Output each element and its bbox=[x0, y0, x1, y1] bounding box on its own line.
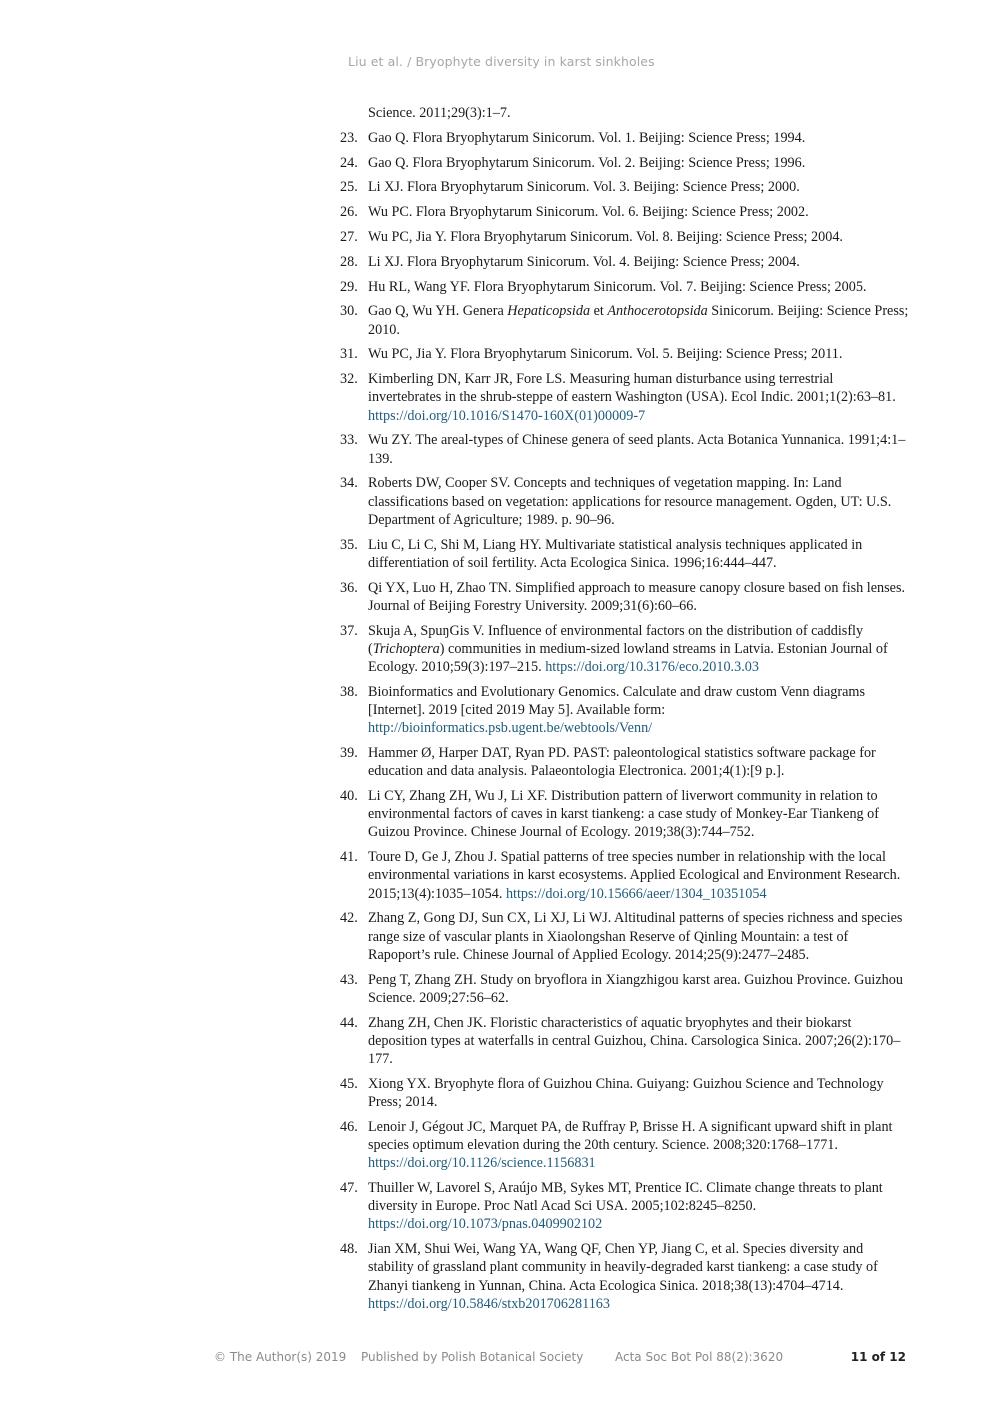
reference-number: 29. bbox=[340, 278, 358, 295]
reference-text: Li XJ. Flora Bryophytarum Sinicorum. Vol. 3. Beijing: Science Press; 2000. bbox=[368, 179, 800, 196]
reference-number: 40. bbox=[340, 787, 358, 804]
reference-number: 32. bbox=[340, 371, 358, 388]
reference-text-part: Jian XM, Shui Wei, Wang YA, Wang QF, Chen YP, Jiang C, et al. Species diversity and stability of grassland plant community in heavily-degraded karst tiankeng: a case study of Zhanyi tiankeng in Yunnan, China. Acta Ecologica Sinica. 2018;38(13):4704–4714. bbox=[368, 1241, 878, 1294]
reference-text bbox=[368, 1118, 910, 1173]
reference-item-31 bbox=[340, 345, 910, 363]
reference-text: Zhang Z, Gong DJ, Sun CX, Li XJ, Li WJ. Altitudinal patterns of species richness and species range size of vascular plants in Xiaolongshan Reserve of Qinling Mountain: a test of Rapoport’s rule. Chinese Journal of Applied Ecology. 2014;25(9):2477–2485. bbox=[368, 910, 903, 963]
doi-link[interactable]: https://doi.org/10.15666/aeer/1304_10351054 bbox=[505, 885, 767, 902]
reference-continuation bbox=[368, 104, 910, 122]
reference-number: 38. bbox=[340, 683, 358, 700]
reference-number: 24. bbox=[340, 154, 358, 171]
reference-list bbox=[340, 104, 910, 1320]
reference-item-23 bbox=[340, 129, 910, 147]
reference-item-36 bbox=[340, 579, 910, 615]
copyright-notice: © The Author(s) 2019 bbox=[214, 1350, 347, 1364]
reference-number: 23. bbox=[340, 129, 358, 146]
reference-item-37 bbox=[340, 622, 910, 677]
reference-text bbox=[368, 1240, 910, 1313]
reference-text: Wu PC, Jia Y. Flora Bryophytarum Sinicorum. Vol. 8. Beijing: Science Press; 2004. bbox=[368, 228, 843, 245]
reference-number: 27. bbox=[340, 228, 358, 245]
reference-number: 28. bbox=[340, 253, 358, 270]
reference-text: Wu ZY. The areal-types of Chinese genera of seed plants. Acta Botanica Yunnanica. 1991;4:1–139. bbox=[368, 432, 906, 467]
reference-number: 25. bbox=[340, 179, 358, 196]
reference-number: 42. bbox=[340, 910, 358, 927]
reference-item-48 bbox=[340, 1240, 910, 1313]
reference-number: 41. bbox=[340, 849, 358, 866]
reference-text: Science. 2011;29(3):1–7. bbox=[368, 105, 511, 121]
reference-text: Xiong YX. Bryophyte flora of Guizhou China. Guiyang: Guizhou Science and Technology Press; 2014. bbox=[368, 1075, 884, 1110]
reference-text bbox=[368, 848, 910, 903]
reference-text: Peng T, Zhang ZH. Study on bryoflora in Xiangzhigou karst area. Guizhou Province. Guizhou Science. 2009;27:56–62. bbox=[368, 971, 903, 1006]
reference-item-43 bbox=[340, 971, 910, 1007]
reference-item-34 bbox=[340, 474, 910, 529]
reference-text bbox=[368, 622, 910, 677]
reference-number: 34. bbox=[340, 475, 358, 492]
reference-item-25 bbox=[340, 178, 910, 196]
reference-item-32 bbox=[340, 370, 910, 425]
reference-item-24 bbox=[340, 154, 910, 172]
reference-item-39 bbox=[340, 744, 910, 780]
reference-text bbox=[368, 1179, 910, 1234]
reference-number: 43. bbox=[340, 971, 358, 988]
reference-number: 45. bbox=[340, 1075, 358, 1092]
reference-text: Qi YX, Luo H, Zhao TN. Simplified approach to measure canopy closure based on fish lenses. Journal of Beijing Forestry University. 2009;31(6):60–66. bbox=[368, 579, 906, 614]
reference-text bbox=[368, 302, 910, 338]
reference-text-part: Gao Q, Wu YH. Genera bbox=[368, 303, 508, 320]
reference-item-42 bbox=[340, 909, 910, 964]
reference-number: 44. bbox=[340, 1014, 358, 1031]
reference-item-40 bbox=[340, 787, 910, 842]
reference-number: 31. bbox=[340, 346, 358, 363]
reference-text-part: Sinicorum. Beijing: Science Press; 2010. bbox=[368, 303, 909, 338]
reference-text: Wu PC. Flora Bryophytarum Sinicorum. Vol. 6. Beijing: Science Press; 2002. bbox=[368, 204, 809, 221]
reference-item-30 bbox=[340, 302, 910, 338]
reference-text: Hu RL, Wang YF. Flora Bryophytarum Sinicorum. Vol. 7. Beijing: Science Press; 2005. bbox=[368, 278, 867, 295]
reference-text: Hammer Ø, Harper DAT, Ryan PD. PAST: paleontological statistics software package for education and data analysis. Palaeontologia Electronica. 2001;4(1):[9 p.]. bbox=[368, 744, 876, 780]
web-link[interactable]: http://bioinformatics.psb.ugent.be/webtools/Venn/ bbox=[368, 720, 653, 737]
reference-text: Wu PC, Jia Y. Flora Bryophytarum Sinicorum. Vol. 5. Beijing: Science Press; 2011. bbox=[368, 346, 843, 363]
reference-item-45 bbox=[340, 1075, 910, 1111]
reference-text: Li CY, Zhang ZH, Wu J, Li XF. Distribution pattern of liverwort community in relation to environmental factors of caves in karst tiankeng: a case study of Monkey-Ear Tiankeng of Guizou Province. Chinese Journal of Ecology. 2019;38(3):744–752. bbox=[368, 787, 879, 841]
doi-link[interactable]: https://doi.org/10.1016/S1470-160X(01)00009-7 bbox=[368, 407, 646, 424]
reference-number: 33. bbox=[340, 432, 358, 449]
reference-number: 36. bbox=[340, 579, 358, 596]
doi-link[interactable]: https://doi.org/10.5846/stxb201706281163 bbox=[368, 1295, 610, 1312]
reference-text-part: Toure D, Ge J, Zhou J. Spatial patterns of tree species number in relationship with the local environmental variations in karst ecosystems. Applied Ecological and Environment Research. 2015;13(4):1035–1054. bbox=[368, 849, 901, 902]
reference-text-part: Lenoir J, Gégout JC, Marquet PA, de Ruffray P, Brisse H. A significant upward shift in plant species optimum elevation during the 20th century. Science. 2008;320:1768–1771. bbox=[368, 1118, 893, 1153]
reference-number: 47. bbox=[340, 1180, 358, 1196]
reference-number: 35. bbox=[340, 536, 358, 553]
reference-item-35 bbox=[340, 536, 910, 572]
reference-text bbox=[368, 370, 910, 425]
reference-item-41 bbox=[340, 848, 910, 903]
doi-link[interactable]: https://doi.org/10.1073/pnas.0409902102 bbox=[368, 1216, 603, 1233]
reference-number: 30. bbox=[340, 303, 358, 320]
journal-citation: Acta Soc Bot Pol 88(2):3620 bbox=[615, 1350, 784, 1364]
reference-item-47 bbox=[340, 1179, 910, 1234]
reference-item-29 bbox=[340, 278, 910, 296]
reference-text bbox=[368, 683, 910, 738]
doi-link[interactable]: https://doi.org/10.1126/science.1156831 bbox=[368, 1155, 596, 1172]
reference-text: Roberts DW, Cooper SV. Concepts and techniques of vegetation mapping. In: Land classifications based on vegetation: applications for resource management. Ogden, UT: U.S. Department of Agriculture; 1989. p. 90–96. bbox=[368, 475, 892, 528]
reference-text-part: ) communities in medium-sized lowland streams in Latvia. Estonian Journal of Ecology. 2010;59(3):197–215. bbox=[368, 640, 888, 675]
reference-number: 48. bbox=[340, 1241, 358, 1258]
reference-item-38 bbox=[340, 683, 910, 738]
reference-item-46 bbox=[340, 1118, 910, 1173]
reference-text: Gao Q. Flora Bryophytarum Sinicorum. Vol. 2. Beijing: Science Press; 1996. bbox=[368, 154, 806, 171]
doi-link[interactable]: https://doi.org/10.3176/eco.2010.3.03 bbox=[545, 658, 759, 675]
taxon-name: Anthocerotopsida bbox=[607, 303, 708, 320]
reference-item-44 bbox=[340, 1014, 910, 1069]
reference-text-part: Kimberling DN, Karr JR, Fore LS. Measuring human disturbance using terrestrial invertebrates in the shrub-steppe of eastern Washington (USA). Ecol Indic. 2001;1(2):63–81. bbox=[368, 371, 896, 406]
reference-number: 26. bbox=[340, 204, 358, 221]
reference-text: Zhang ZH, Chen JK. Floristic characteristics of aquatic bryophytes and their biokarst deposition types at waterfalls in central Guizhou, China. Carsologica Sinica. 2007;26(2):170–177. bbox=[368, 1014, 901, 1067]
reference-text: Liu C, Li C, Shi M, Liang HY. Multivariate statistical analysis techniques applicated in differentiation of soil fertility. Acta Ecologica Sinica. 1996;16:444–447. bbox=[368, 536, 863, 571]
reference-number: 39. bbox=[340, 744, 358, 761]
reference-text: Li XJ. Flora Bryophytarum Sinicorum. Vol. 4. Beijing: Science Press; 2004. bbox=[368, 253, 800, 270]
taxon-name: Trichoptera bbox=[372, 640, 440, 657]
reference-item-27 bbox=[340, 228, 910, 246]
reference-number: 46. bbox=[340, 1118, 358, 1135]
publisher-notice: Published by Polish Botanical Society bbox=[361, 1350, 584, 1364]
reference-text-part: Skuja A, SpuŋGis V. Influence of environmental factors on the distribution of caddisfly ( bbox=[368, 622, 864, 657]
reference-item-26 bbox=[340, 203, 910, 221]
reference-item-28 bbox=[340, 253, 910, 271]
taxon-name: Hepaticopsida bbox=[507, 303, 591, 320]
reference-number: 37. bbox=[340, 622, 358, 639]
reference-text-part: Thuiller W, Lavorel S, Araújo MB, Sykes MT, Prentice IC. Climate change threats to plant diversity in Europe. Proc Natl Acad Sci USA. 2005;102:8245–8250. bbox=[368, 1180, 883, 1215]
running-header: Liu et al. / Bryophyte diversity in karst sinkholes bbox=[348, 54, 655, 69]
reference-text: Gao Q. Flora Bryophytarum Sinicorum. Vol. 1. Beijing: Science Press; 1994. bbox=[368, 129, 806, 146]
reference-text-part: Bioinformatics and Evolutionary Genomics. Calculate and draw custom Venn diagrams [Internet]. 2019 [cited 2019 May 5]. Available form: bbox=[368, 683, 865, 718]
reference-item-33 bbox=[340, 431, 910, 467]
reference-text-part: et bbox=[590, 303, 608, 320]
page-number: 11 of 12 bbox=[850, 1350, 906, 1364]
